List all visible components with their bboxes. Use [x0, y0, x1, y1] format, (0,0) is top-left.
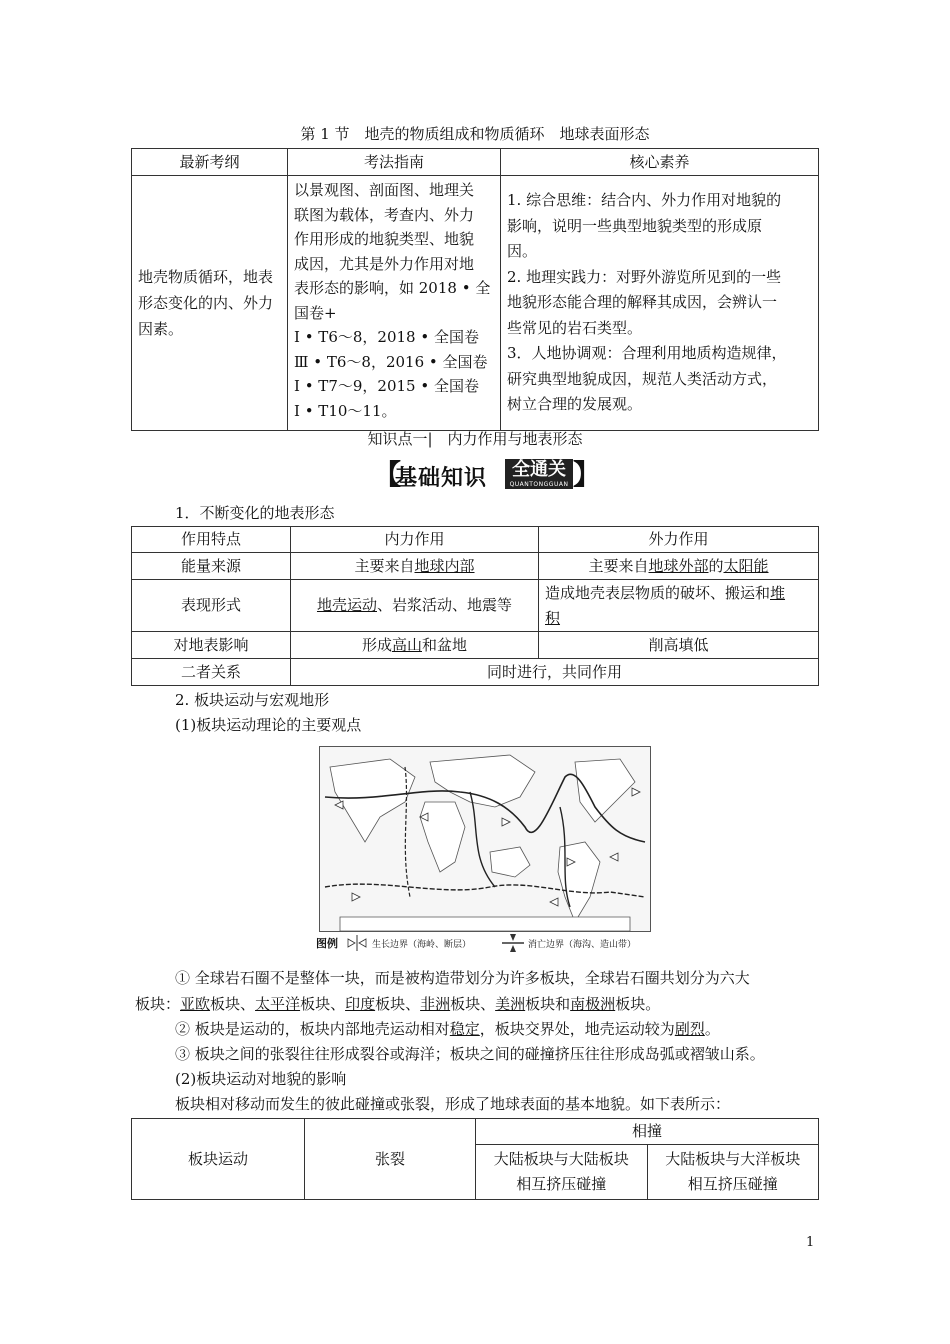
effect-outer: 削高填低 [539, 632, 819, 659]
plate-movement-table [131, 1118, 819, 1200]
form-label: 表现形式 [132, 580, 291, 632]
heading-2: 2. 板块运动与宏观地形 [175, 691, 330, 709]
relation-value: 同时进行，共同作用 [291, 659, 819, 686]
legend-item-spreading: 生长边界（海岭、断层） [372, 940, 472, 950]
plate-col-rifting: 张裂 [305, 1119, 476, 1200]
banner-badge: 全通关 QUANTONGGUAN [505, 459, 573, 489]
knowledge-point-title: 知识点一| 内力作用与地表形态 [367, 430, 583, 448]
legend-title: 图例 [316, 937, 338, 950]
point-2: ② 板块是运动的，板块内部地壳运动相对稳定，板块交界处，地壳运动较为剧烈。 [175, 1020, 720, 1038]
form-outer: 造成地壳表层物质的破坏、搬运和堆 积 [539, 580, 819, 632]
heading-1: 1．不断变化的地表形态 [175, 504, 335, 522]
subduction-boundary-icon [502, 933, 524, 953]
plate-col-collision: 相撞 [476, 1119, 819, 1145]
plate-sub-continent-ocean: 大陆板块与大洋板块 相互挤压碰撞 [647, 1145, 819, 1200]
banner-left-bracket: 【 [373, 458, 402, 491]
header-syllabus: 最新考纲 [132, 149, 288, 176]
plate-sub-continent-continent: 大陆板块与大陆板块 相互挤压碰撞 [476, 1145, 648, 1200]
forces-table [131, 526, 819, 686]
syllabus-cell: 地壳物质循环，地表形态变化的内、外力因素。 [132, 176, 288, 431]
legend-item-subduction: 消亡边界（海沟、造山带） [528, 940, 637, 950]
basic-knowledge-banner [373, 458, 602, 491]
banner-main-text: 基础知识 [395, 466, 488, 491]
effect-inner: 形成高山和盆地 [291, 632, 539, 659]
section-title: 第 1 节 地壳的物质组成和物质循环 地球表面形态 [300, 125, 650, 143]
energy-inner: 主要来自地球内部 [291, 553, 539, 580]
energy-outer: 主要来自地球外部的太阳能 [539, 553, 819, 580]
effect-label: 对地表影响 [132, 632, 291, 659]
literacy-cell: 1. 综合思维：结合内、外力作用对地貌的 影响，说明一些典型地貌类型的形成原 因。 2. 地理实践力：对野外游览所见到的一些 地貌形态能合理的解释其成因，会辨认一 些常见的岩石类型。 3．人地协调观：合理利用地质构造规律， 研究典型地貌成因，规范人类活动方式， 树立合理的发展观。 [501, 176, 819, 431]
antarctica [340, 917, 630, 931]
intro-paragraph: 板块相对移动而发生的彼此碰撞或张裂，形成了地球表面的基本地貌。如下表所示： [175, 1095, 731, 1113]
spreading-boundary-icon [346, 935, 368, 951]
heading-2-1: (1)板块运动理论的主要观点 [175, 716, 362, 734]
point-3: ③ 板块之间的张裂往往形成裂谷或海洋；板块之间的碰撞挤压往往形成岛弧或褶皱山系。 [175, 1045, 765, 1063]
header-guide: 考法指南 [288, 149, 501, 176]
forces-header-outer: 外力作用 [539, 527, 819, 553]
plate-col-movement: 板块运动 [132, 1119, 305, 1200]
point-1-line-1: ① 全球岩石圈不是整体一块，而是被构造带划分为许多板块，全球岩石圈共划分为六大 [175, 969, 750, 987]
forces-header-inner: 内力作用 [291, 527, 539, 553]
banner-right-bracket: 】 [573, 458, 602, 491]
world-map-svg [320, 747, 650, 931]
map-legend [316, 933, 656, 953]
heading-2-2: (2)板块运动对地貌的影响 [175, 1070, 347, 1088]
energy-label: 能量来源 [132, 553, 291, 580]
form-inner: 地壳运动、岩浆活动、地震等 [291, 580, 539, 632]
guide-cell: 以景观图、剖面图、地理关 联图为载体，考查内、外力 作用形成的地貌类型、地貌 成因，尤其是外力作用对地 表形态的影响，如 2018 • 全 国卷+ Ⅰ • T6～8，2018 • 全国卷 Ⅲ • T6～8，2016 • 全国卷 Ⅰ • T7～9，2015 • 全国卷 Ⅰ • T10～11。 [288, 176, 501, 431]
outline-table [131, 148, 819, 431]
point-1-line-2: 板块：亚欧板块、太平洋板块、印度板块、非洲板块、美洲板块和南极洲板块。 [135, 995, 661, 1013]
relation-label: 二者关系 [132, 659, 291, 686]
page-number: 1 [806, 1235, 815, 1250]
header-literacy: 核心素养 [501, 149, 819, 176]
plate-boundary-map [319, 746, 651, 932]
forces-header-feature: 作用特点 [132, 527, 291, 553]
